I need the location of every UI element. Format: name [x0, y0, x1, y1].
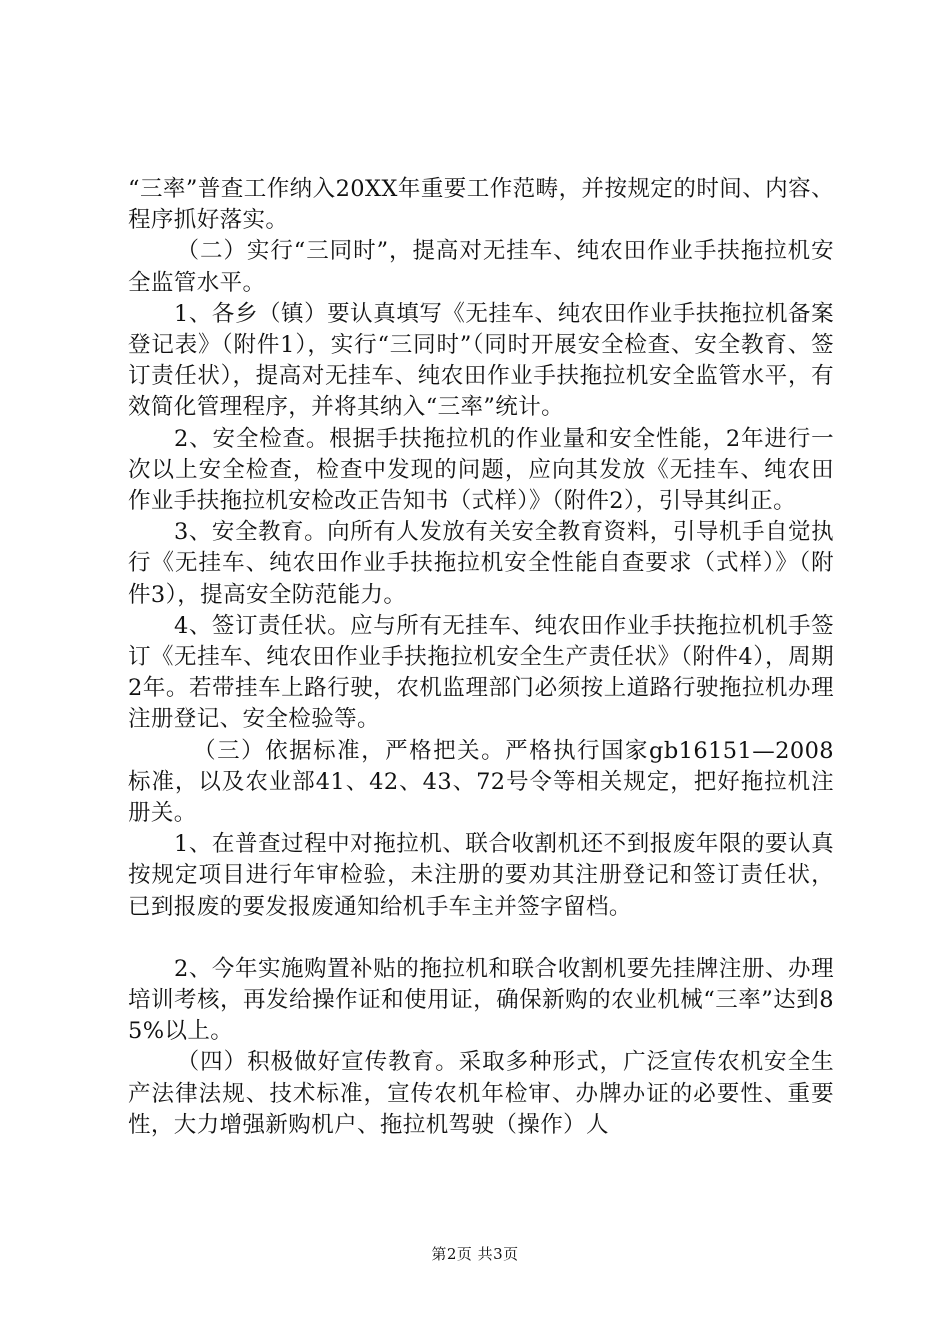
paragraph — [128, 299, 834, 424]
paragraph-text: 3、安全教育。向所有人发放有关安全教育资料，引导机手自觉执行《无挂车、纯农田作业手扶拖拉机安全性能自查要求（式样）》（附件3），提高安全防范能力。 — [128, 519, 834, 608]
paragraph-text: 1、在普查过程中对拖拉机、联合收割机还不到报废年限的要认真按规定项目进行年审检验，未注册的要劝其注册登记和签订责任状，已到报废的要发报废通知给机手车主并签字留档。 — [128, 831, 834, 920]
section-heading — [128, 1047, 834, 1141]
paragraph — [128, 611, 834, 736]
paragraph — [128, 174, 834, 236]
section-heading — [128, 736, 834, 830]
document-body — [128, 174, 834, 1141]
paragraph — [128, 829, 834, 923]
page-footer — [0, 1244, 950, 1264]
paragraph-text: （二）实行“三同时”，提高对无挂车、纯农田作业手扶拖拉机安全监管水平。 — [128, 238, 834, 296]
page-number-label: 第2页 共3页 — [431, 1245, 519, 1263]
section-heading — [128, 236, 834, 298]
paragraph-text: “三率”普查工作纳入20XX年重要工作范畴，并按规定的时间、内容、程序抓好落实。 — [128, 176, 834, 234]
paragraph-gap — [128, 923, 834, 954]
paragraph — [128, 424, 834, 518]
paragraph — [128, 517, 834, 611]
paragraph-text: 1、各乡（镇）要认真填写《无挂车、纯农田作业手扶拖拉机备案登记表》（附件1），实行“三同时”（同时开展安全检查、安全教育、签订责任状），提高对无挂车、纯农田作业手扶拖拉机安全监管水平，有效简化管理程序，并将其纳入“三率”统计。 — [128, 300, 834, 421]
paragraph-text: （四）积极做好宣传教育。采取多种形式，广泛宣传农机安全生产法律法规、技术标准，宣传农机年检审、办牌办证的必要性、重要性，大力增强新购机户、拖拉机驾驶（操作）人 — [128, 1049, 834, 1138]
paragraph-text: （三）依据标准，严格把关。严格执行国家gb16151—2008标准，以及农业部41、42、43、72号令等相关规定，把好拖拉机注册关。 — [128, 737, 834, 827]
paragraph-text: 2、今年实施购置补贴的拖拉机和联合收割机要先挂牌注册、办理培训考核，再发给操作证和使用证，确保新购的农业机械“三率”达到85%以上。 — [128, 955, 834, 1045]
paragraph-text: 4、签订责任状。应与所有无挂车、纯农田作业手扶拖拉机机手签订《无挂车、纯农田作业手扶拖拉机安全生产责任状》（附件4），周期2年。若带挂车上路行驶，农机监理部门必须按上道路行驶拖拉机办理注册登记、安全检验等。 — [128, 612, 834, 733]
paragraph-text: 2、安全检查。根据手扶拖拉机的作业量和安全性能，2年进行一次以上安全检查，检查中发现的问题，应向其发放《无挂车、纯农田作业手扶拖拉机安检改正告知书（式样）》（附件2），引导其纠正。 — [128, 425, 834, 515]
paragraph — [128, 954, 834, 1048]
